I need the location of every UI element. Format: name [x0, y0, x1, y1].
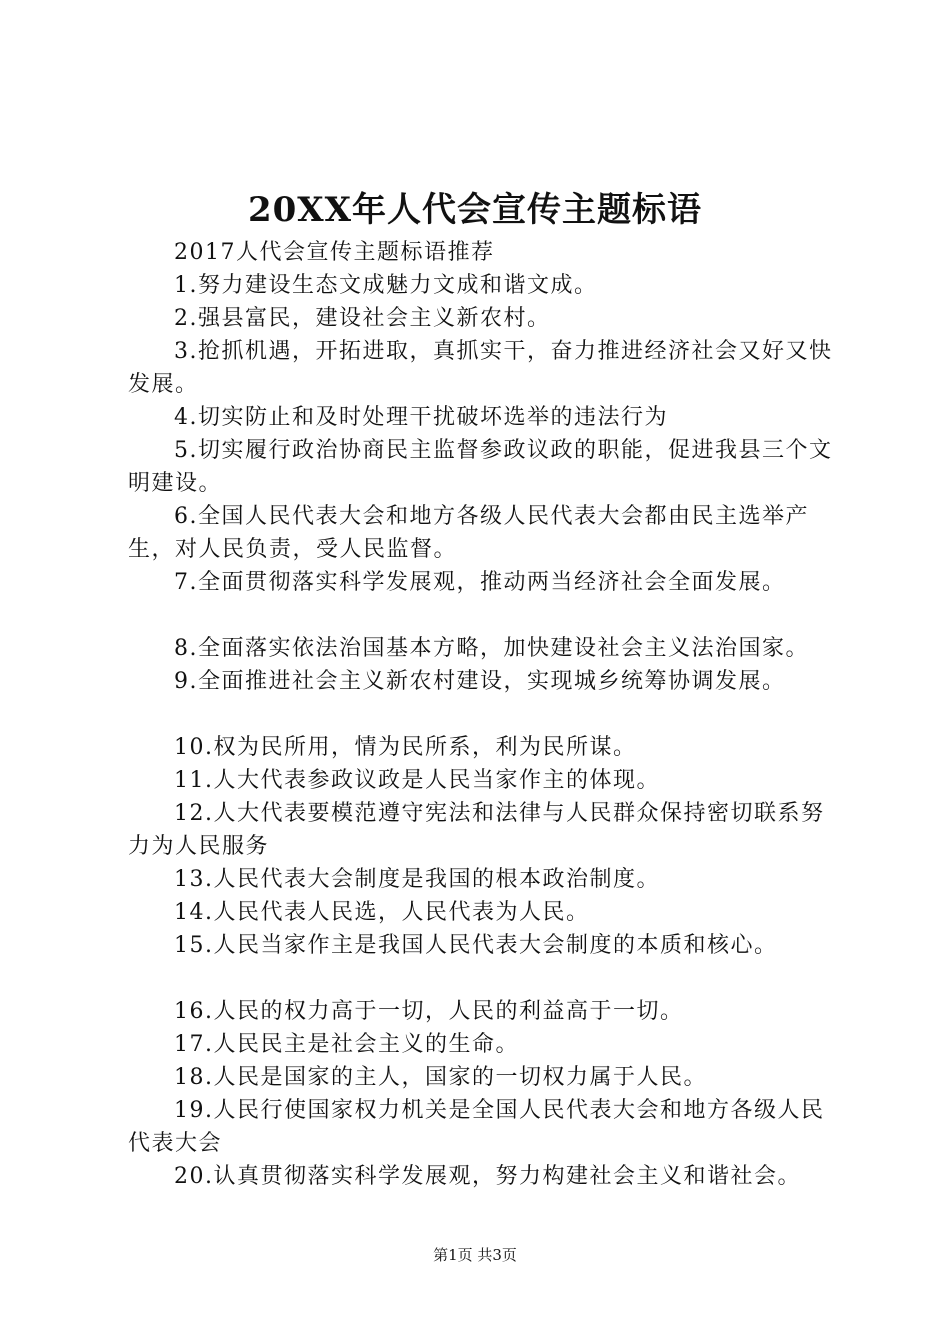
- slogan-item-10: 10.权为民所用，情为民所系，利为民所谋。: [174, 735, 637, 760]
- slogan-item-6: 6.全国人民代表大会和地方各级人民代表大会都由民主选举产生，对人民负责，受人民监督。: [128, 504, 809, 562]
- slogan-item-11: 11.人大代表参政议政是人民当家作主的体现。: [174, 768, 660, 793]
- slogan-item-4: 4.切实防止和及时处理干扰破坏选举的违法行为: [174, 405, 668, 430]
- slogan-item-8: 8.全面落实依法治国基本方略，加快建设社会主义法治国家。: [174, 636, 809, 661]
- blank-line: [128, 962, 840, 995]
- slogan-item-9: 9.全面推进社会主义新农村建设，实现城乡统筹协调发展。: [174, 669, 786, 694]
- document-body: [128, 236, 840, 1193]
- slogan-item-5: 5.切实履行政治协商民主监督参政议政的职能，促进我县三个文明建设。: [128, 438, 833, 496]
- slogan-item-15: 15.人民当家作主是我国人民代表大会制度的本质和核心。: [174, 933, 778, 958]
- page-footer: [0, 1244, 950, 1266]
- slogan-item-3: 3.抢抓机遇，开拓进取，真抓实干，奋力推进经济社会又好又快发展。: [128, 339, 833, 397]
- slogan-item-12: 12.人大代表要模范遵守宪法和法律与人民群众保持密切联系努力为人民服务: [128, 801, 825, 859]
- slogan-item-18: 18.人民是国家的主人，国家的一切权力属于人民。: [174, 1065, 707, 1090]
- slogan-item-2: 2.强县富民，建设社会主义新农村。: [174, 306, 551, 331]
- blank-line: [128, 698, 840, 731]
- blank-line: [128, 599, 840, 632]
- intro-line: 2017人代会宣传主题标语推荐: [174, 240, 495, 265]
- slogan-item-20: 20.认真贯彻落实科学发展观，努力构建社会主义和谐社会。: [174, 1164, 801, 1189]
- slogan-item-16: 16.人民的权力高于一切，人民的利益高于一切。: [174, 999, 684, 1024]
- slogan-item-17: 17.人民民主是社会主义的生命。: [174, 1032, 519, 1057]
- document-title: 20XX年人代会宣传主题标语: [247, 190, 703, 230]
- slogan-item-19: 19.人民行使国家权力机关是全国人民代表大会和地方各级人民代表大会: [128, 1098, 825, 1156]
- slogan-item-1: 1.努力建设生态文成魅力文成和谐文成。: [174, 273, 598, 298]
- slogan-item-13: 13.人民代表大会制度是我国的根本政治制度。: [174, 867, 660, 892]
- slogan-item-14: 14.人民代表人民选，人民代表为人民。: [174, 900, 590, 925]
- page-number-label: 第1页 共3页: [433, 1246, 517, 1264]
- slogan-item-7: 7.全面贯彻落实科学发展观，推动两当经济社会全面发展。: [174, 570, 786, 595]
